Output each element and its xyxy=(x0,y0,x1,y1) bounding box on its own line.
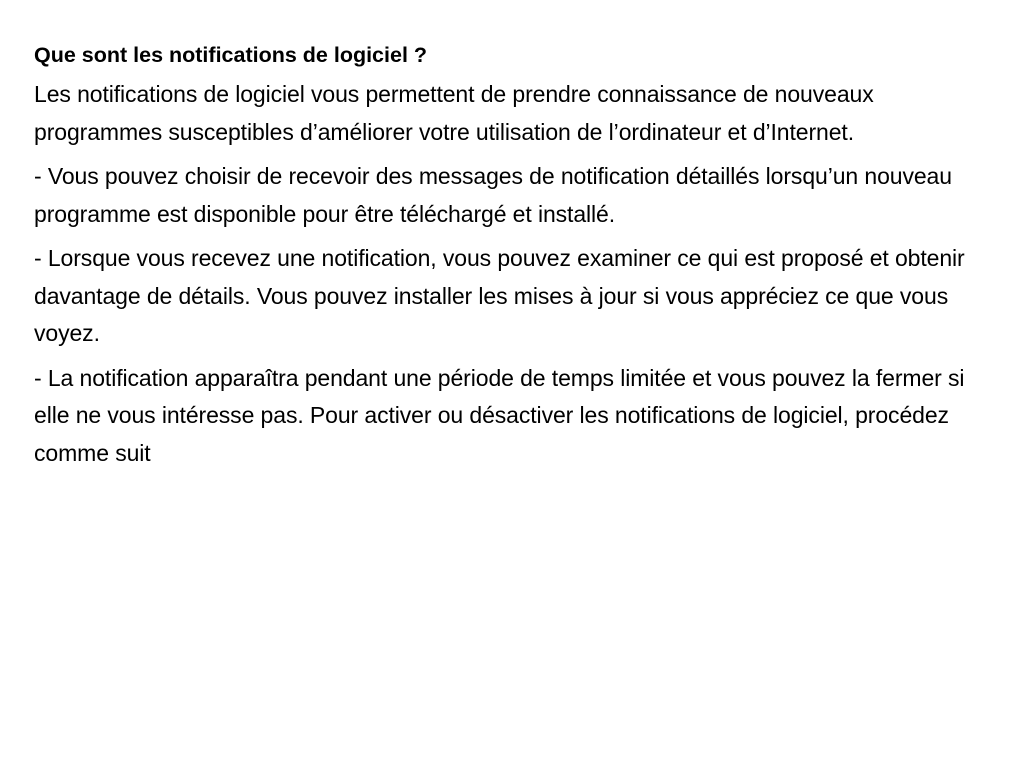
bullet-paragraph-close: - La notification apparaîtra pendant une période de temps limitée et vous pouvez la fermer si elle ne vous intéresse pas. Pour activer ou désactiver les notifications de logiciel, procédez comme suit xyxy=(34,364,965,466)
bullet-paragraph-choose: - Vous pouvez choisir de recevoir des messages de notification détaillés lorsqu’un nouveau programme est disponible pour être téléchargé et installé. xyxy=(34,163,952,227)
bullet-paragraph-receive: - Lorsque vous recevez une notification, vous pouvez examiner ce qui est proposé et obtenir davantage de détails. Vous pouvez installer les mises à jour si vous appréciez ce que vous voyez. xyxy=(34,245,965,346)
intro-paragraph: Les notifications de logiciel vous permettent de prendre connaissance de nouveaux programmes susceptibles d’améliorer votre utilisation de l’ordinateur et d’Internet. xyxy=(34,81,874,145)
slide-content xyxy=(34,40,984,479)
slide-heading: Que sont les notifications de logiciel ? xyxy=(34,43,428,67)
